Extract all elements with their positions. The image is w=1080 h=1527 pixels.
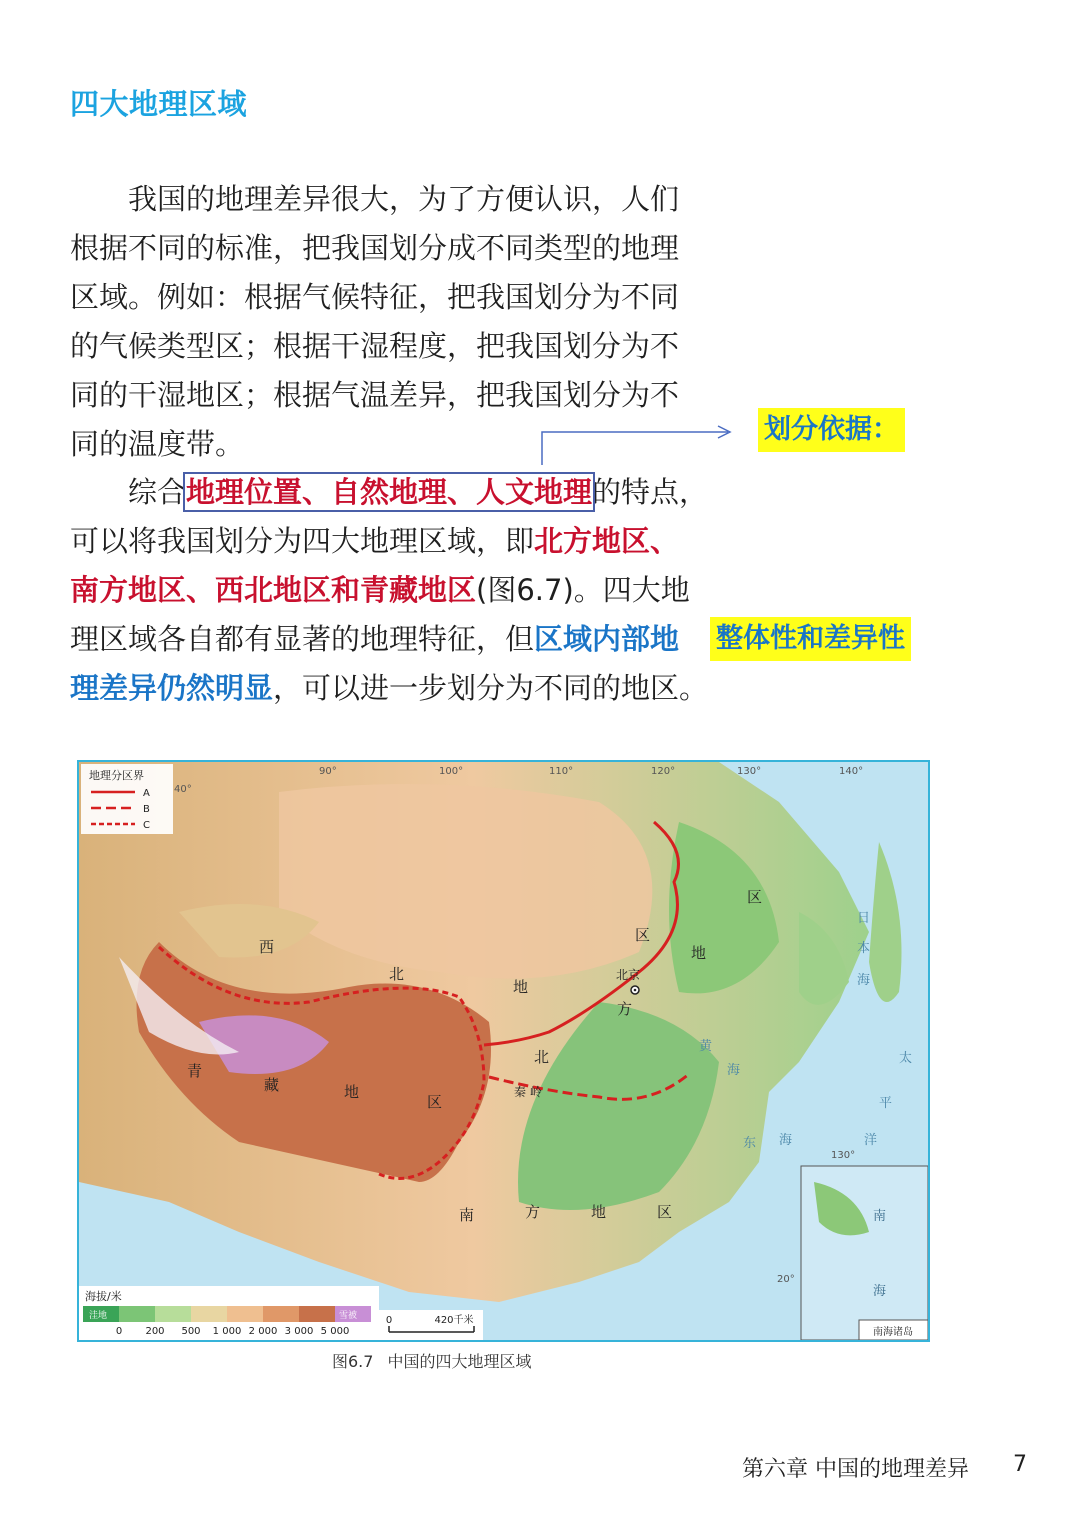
sea-char: 海 (779, 1133, 793, 1148)
text-run: ，可以进一步划分为不同的地区。 (273, 671, 709, 705)
text-line (70, 468, 709, 517)
text-line (70, 566, 695, 615)
text-line: 区域。例如：根据气候特征，把我国划分为不同 (70, 280, 680, 314)
intro-paragraph (70, 175, 695, 469)
page-number: 7 (1013, 1452, 1027, 1477)
footer-chapter: 第六章 中国的地理差异 (742, 1457, 969, 1482)
region-char: 方 (617, 1000, 633, 1018)
sea-char: 东 (743, 1136, 757, 1151)
text-run: 理区域各自都有显著的地理特征，但 (70, 622, 535, 656)
lon-label: 120° (651, 766, 676, 777)
lon-label: 110° (549, 766, 574, 777)
section-title: 四大地理区域 (70, 87, 248, 121)
elevation-tick: 5 000 (320, 1326, 350, 1337)
elevation-bar (83, 1306, 371, 1322)
region-char: 北 (389, 965, 405, 983)
sea-char: 平 (879, 1096, 893, 1111)
sea-char: 海 (727, 1063, 741, 1078)
text-line: 我国的地理差异很大，为了方便认识，人们 (128, 182, 680, 216)
legend-label-c: C (143, 820, 150, 831)
text-line (70, 664, 709, 713)
annotation-basis: 划分依据： (758, 408, 905, 452)
region-char: 西 (259, 938, 275, 956)
lat-label: 40° (174, 784, 192, 795)
highlight-difference: 区域内部地 (534, 622, 680, 656)
region-char: 南 (459, 1206, 475, 1224)
lon-label: 130° (831, 1150, 856, 1161)
region-char: 区 (657, 1203, 673, 1221)
figure-number: 图6.7 (332, 1352, 374, 1371)
region-char: 地 (344, 1083, 360, 1101)
beijing-dot (634, 989, 637, 992)
lon-label: 90° (319, 766, 337, 777)
elevation-low-label: 洼地 (89, 1311, 108, 1321)
sea-char: 洋 (864, 1133, 878, 1148)
region-char: 青 (187, 1062, 203, 1080)
sea-char: 日 (857, 911, 871, 926)
highlight-regions: 北方地区、 (534, 524, 680, 558)
elevation-snow-label: 雪被 (339, 1311, 358, 1321)
sea-char: 海 (857, 973, 871, 988)
inset-label: 南海诸岛 (873, 1327, 913, 1338)
sea-char: 太 (899, 1051, 913, 1066)
elevation-tick: 1 000 (212, 1326, 242, 1337)
place-qinling: 秦 岭 (514, 1085, 542, 1099)
elevation-tick: 0 (115, 1326, 123, 1337)
region-char: 地 (691, 944, 707, 962)
region-char: 藏 (264, 1076, 280, 1094)
text-line: 根据不同的标准，把我国划分成不同类型的地理 (70, 231, 680, 265)
elevation-tick: 200 (145, 1326, 165, 1337)
text-run: 综合 (128, 475, 187, 509)
region-char: 北 (534, 1048, 550, 1066)
elevation-tick: 500 (181, 1326, 201, 1337)
scale-label: 420千米 (434, 1315, 474, 1326)
region-char: 区 (747, 888, 763, 906)
inset-char: 南 (873, 1209, 887, 1224)
elevation-tick: 2 000 (248, 1326, 278, 1337)
legend-label-a: A (143, 788, 150, 799)
region-char: 地 (591, 1203, 607, 1221)
map-svg (79, 762, 928, 1340)
text-line: 同的温度带。 (70, 427, 245, 461)
text-line (70, 615, 695, 664)
lat-label: 20° (777, 1274, 795, 1285)
highlight-difference: 理差异仍然明显 (70, 671, 274, 705)
text-line: 同的干湿地区；根据气温差异，把我国划分为不 (70, 378, 680, 412)
elevation-tick: 3 000 (284, 1326, 314, 1337)
elevation-title: 海拔/米 (85, 1290, 122, 1303)
region-char: 区 (427, 1093, 443, 1111)
lon-label: 140° (839, 766, 864, 777)
sea-char: 黄 (699, 1039, 713, 1054)
legend-label-b: B (143, 804, 150, 815)
text-line: 的气候类型区；根据干湿程度，把我国划分为不 (70, 329, 680, 363)
china-regions-map (77, 760, 930, 1342)
region-char: 区 (635, 926, 651, 944)
highlight-basis: 地理位置、自然地理、人文地理 (186, 475, 593, 509)
place-beijing: 北京 (616, 968, 641, 982)
legend-title: 地理分区界 (89, 769, 144, 782)
region-char: 地 (513, 978, 529, 996)
sea-char: 本 (857, 941, 871, 956)
annotation-property: 整体性和差异性 (710, 617, 911, 661)
lon-label: 130° (737, 766, 762, 777)
text-line (70, 517, 695, 566)
scale-label: 0 (385, 1315, 393, 1326)
text-run: 的特点， (592, 475, 709, 509)
inset-char: 海 (873, 1284, 887, 1299)
region-char: 方 (525, 1203, 541, 1221)
text-run: (图6.7)。四大地 (476, 573, 690, 607)
lon-label: 100° (439, 766, 464, 777)
figure-caption (332, 1349, 531, 1372)
figure-title: 中国的四大地理区域 (387, 1352, 532, 1371)
highlight-regions: 南方地区、西北地区和青藏地区 (70, 573, 477, 607)
regions-paragraph (70, 468, 709, 713)
text-run: 可以将我国划分为四大地理区域，即 (70, 524, 535, 558)
